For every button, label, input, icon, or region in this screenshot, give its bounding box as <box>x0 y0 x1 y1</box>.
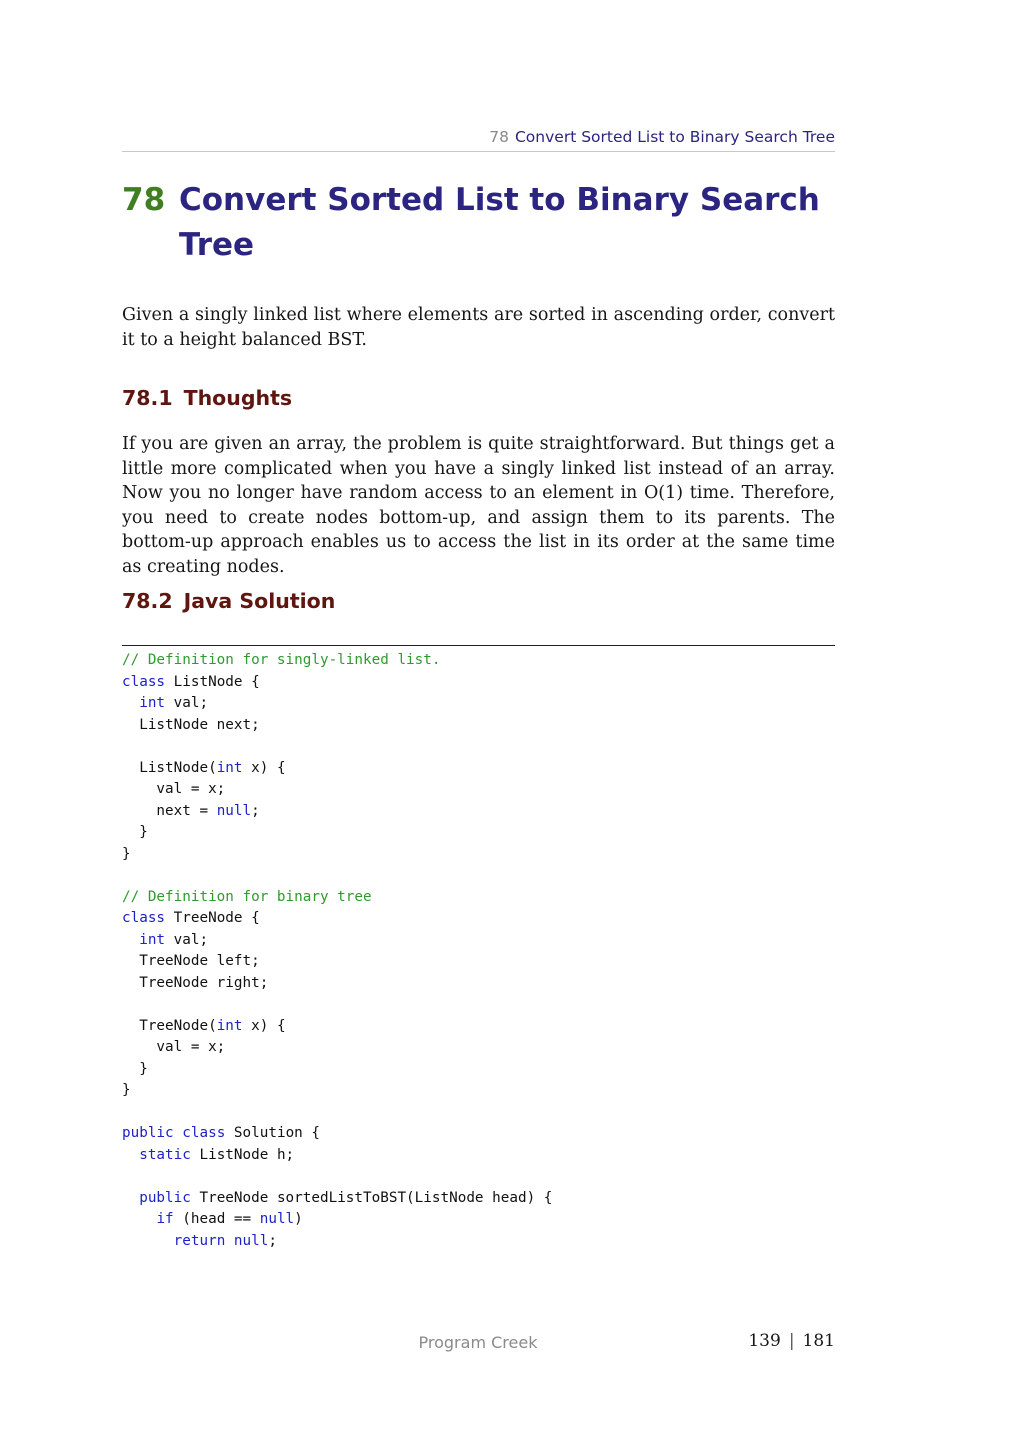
code-text: TreeNode sortedListToBST(ListNode head) { <box>190 1189 553 1206</box>
code-keyword: class <box>122 910 166 926</box>
code-line <box>122 801 835 823</box>
code-top-rule <box>122 645 835 646</box>
section-heading-thoughts <box>122 386 292 410</box>
code-text <box>122 1233 174 1249</box>
code-line <box>122 672 835 694</box>
code-line <box>122 951 835 973</box>
current-page: 139 <box>748 1331 781 1351</box>
code-keyword: null <box>216 802 252 819</box>
page-number <box>748 1331 835 1351</box>
code-text: val = x; <box>122 781 226 797</box>
code-text: x) { <box>242 759 286 776</box>
code-text: } <box>122 1060 148 1077</box>
code-line <box>122 930 835 952</box>
code-line <box>122 1166 835 1188</box>
code-line <box>122 693 835 715</box>
code-line <box>122 650 835 672</box>
code-text: ; <box>268 1232 277 1249</box>
code-line <box>122 1059 835 1081</box>
code-line <box>122 865 835 887</box>
footer-source: Program Creek <box>418 1333 538 1352</box>
code-keyword: class <box>122 673 166 690</box>
code-text: ListNode { <box>165 673 260 690</box>
code-line <box>122 1080 835 1102</box>
header-chapter-title: Convert Sorted List to Binary Search Tree <box>514 128 835 146</box>
code-keyword: public <box>139 1189 191 1206</box>
code-text <box>225 1233 234 1249</box>
header-chapter-number: 78 <box>489 128 509 146</box>
code-keyword: null <box>259 1211 295 1227</box>
section-number: 78.1 <box>122 386 173 410</box>
chapter-number: 78 <box>122 182 166 218</box>
code-text: (head == <box>173 1211 260 1227</box>
code-text <box>122 1190 139 1206</box>
code-text: ) <box>294 1211 303 1227</box>
intro-paragraph: Given a singly linked list where elements are sorted in ascending order, convert it to a height balanced BST. <box>122 305 835 350</box>
code-line <box>122 844 835 866</box>
code-line <box>122 1102 835 1124</box>
code-text: TreeNode( <box>122 1017 217 1034</box>
code-text: x) { <box>242 1017 286 1034</box>
code-keyword: null <box>233 1232 269 1249</box>
code-listing <box>122 650 835 1252</box>
code-comment: // Definition for binary tree <box>122 888 372 905</box>
section-title: Java Solution <box>183 589 336 613</box>
code-line <box>122 887 835 909</box>
code-line <box>122 1231 835 1253</box>
total-pages: 181 <box>802 1331 835 1351</box>
code-line <box>122 1016 835 1038</box>
code-text: val = x; <box>122 1039 226 1055</box>
running-header <box>122 128 835 152</box>
code-line <box>122 758 835 780</box>
code-line <box>122 994 835 1016</box>
code-line <box>122 822 835 844</box>
code-text: next = <box>122 802 217 819</box>
code-keyword: class <box>182 1125 226 1141</box>
code-text: ListNode next; <box>122 716 260 733</box>
code-line <box>122 715 835 737</box>
code-line <box>122 1145 835 1167</box>
code-text: TreeNode { <box>165 910 260 926</box>
code-keyword: int <box>216 759 243 776</box>
code-keyword: int <box>216 1017 243 1034</box>
chapter-heading <box>122 178 835 268</box>
code-text: Solution { <box>225 1125 320 1141</box>
code-text: } <box>122 845 131 862</box>
code-keyword: static <box>139 1146 191 1163</box>
page-separator: | <box>788 1331 795 1351</box>
section-title: Thoughts <box>183 386 293 410</box>
code-text <box>122 1211 156 1227</box>
code-line <box>122 1037 835 1059</box>
code-text: } <box>122 1082 131 1098</box>
chapter-title: Convert Sorted List to Binary Search Tree <box>179 182 820 263</box>
code-text: TreeNode left; <box>122 953 260 969</box>
code-text: } <box>122 824 148 840</box>
code-line <box>122 1188 835 1210</box>
code-line <box>122 1209 835 1231</box>
code-text: ListNode h; <box>190 1146 295 1163</box>
code-text: ; <box>251 802 260 819</box>
code-comment: // Definition for singly-linked list. <box>122 652 441 668</box>
code-keyword: return <box>173 1232 226 1249</box>
code-line <box>122 973 835 995</box>
code-text <box>122 1147 139 1163</box>
code-text <box>122 932 139 948</box>
code-line <box>122 1123 835 1145</box>
code-keyword: public <box>122 1125 174 1141</box>
section-heading-java-solution <box>122 589 335 613</box>
code-keyword: int <box>139 695 166 711</box>
section-number: 78.2 <box>122 589 173 613</box>
code-text: TreeNode right; <box>122 974 269 991</box>
code-keyword: if <box>156 1211 174 1227</box>
code-line <box>122 779 835 801</box>
code-keyword: int <box>139 931 166 948</box>
code-text: ListNode( <box>122 759 217 776</box>
code-line <box>122 908 835 930</box>
thoughts-paragraph: If you are given an array, the problem is quite straightforward. But things get a little more complicated when you have a singly linked list instead of an array. Now you no longer have random access to an element in O(1) time. Therefore, you need to create nodes bottom-up, and assign them to its parents. The bottom-up approach enables us to access the list in its order at the same time as creating nodes. <box>122 434 835 577</box>
code-text: val; <box>165 695 209 711</box>
code-text: val; <box>165 931 209 948</box>
code-text <box>174 1125 183 1141</box>
code-text <box>122 695 139 711</box>
code-line <box>122 736 835 758</box>
